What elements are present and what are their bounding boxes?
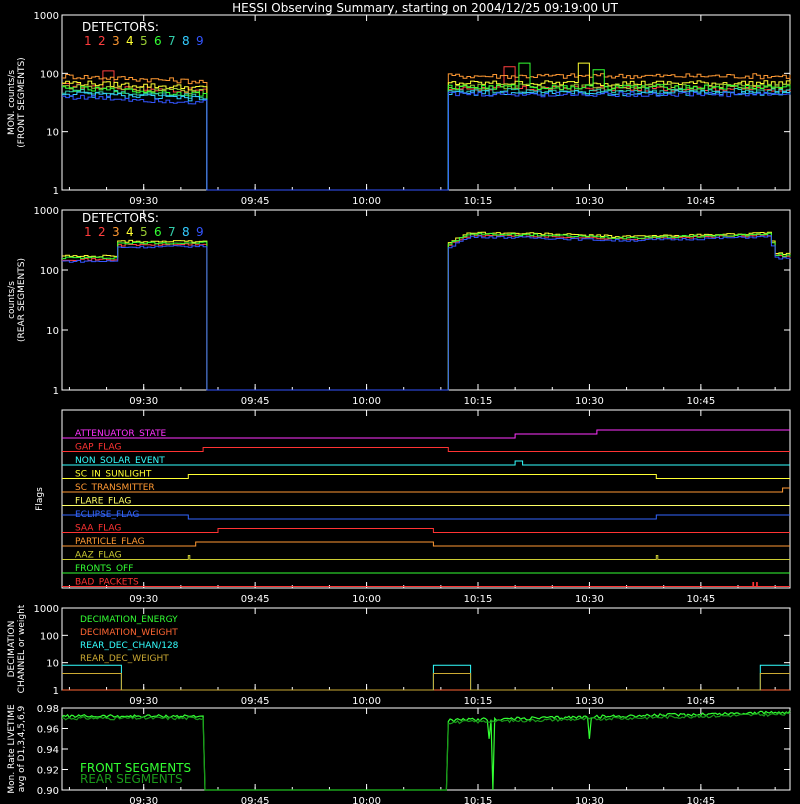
y-tick-label: 10	[46, 326, 59, 337]
flag-line	[62, 430, 790, 438]
y-tick-label: 1	[52, 686, 59, 697]
front-series-line	[62, 91, 790, 190]
y-tick-label: 0.92	[36, 765, 59, 777]
flag-label: AAZ_FLAG	[75, 550, 122, 561]
legend-number: 8	[182, 34, 190, 48]
decimation-line	[62, 674, 790, 691]
flag-line	[62, 461, 790, 465]
y-axis-label: (FRONT SEGMENTS)	[17, 57, 27, 148]
panel-decimation	[7, 604, 790, 707]
y-tick-label: 10	[46, 127, 59, 139]
x-tick-label: 09:45	[240, 796, 270, 804]
y-tick-label: 0.98	[36, 704, 59, 715]
y-tick-label: 1000	[33, 604, 59, 615]
y-tick-label: 100	[39, 266, 59, 277]
x-tick-label: 10:00	[352, 396, 381, 407]
legend-number: 4	[126, 34, 134, 48]
legend-number: 9	[196, 225, 204, 239]
x-tick-label: 09:45	[240, 196, 270, 207]
legend-title: DETECTORS:	[82, 20, 159, 34]
x-tick-label: 10:15	[463, 396, 493, 407]
legend-number: 1	[84, 225, 92, 239]
x-tick-label: 10:45	[686, 396, 716, 407]
x-tick-label: 10:45	[686, 196, 716, 207]
front-series-line	[62, 84, 790, 190]
x-tick-label: 10:00	[352, 796, 381, 804]
flag-label: FRONTS_OFF	[75, 564, 134, 574]
y-tick-label: 1	[52, 386, 59, 397]
legend-title: DETECTORS:	[82, 211, 159, 225]
flag-line	[62, 542, 790, 546]
y-axis-label: DECIMATION	[7, 620, 17, 678]
y-tick-label: 100	[39, 631, 59, 643]
decimation-line	[62, 665, 790, 690]
chart-title: HESSI Observing Summary, starting on 2004/12/25 09:19:00 UT	[232, 1, 618, 15]
rear-series-line	[62, 234, 790, 390]
y-axis-label: MON. counts/s	[7, 69, 17, 136]
x-tick-label: 09:45	[240, 696, 270, 707]
legend-number: 4	[126, 225, 134, 239]
x-tick-label: 09:30	[129, 594, 159, 605]
legend-number: 2	[98, 34, 106, 48]
x-tick-label: 09:45	[240, 396, 270, 407]
legend-number: 7	[168, 34, 176, 48]
flag-line	[62, 529, 790, 533]
y-tick-label: 1000	[33, 11, 59, 22]
x-tick-label: 10:30	[575, 696, 604, 707]
x-tick-label: 10:00	[352, 594, 381, 605]
y-tick-label: 0.90	[36, 786, 59, 797]
flag-label: SC_TRANSMITTER	[75, 483, 155, 493]
front-series-line	[62, 63, 790, 190]
legend-number: 6	[154, 225, 162, 239]
x-tick-label: 10:30	[575, 796, 604, 804]
flag-line	[62, 488, 790, 492]
y-tick-label: 10	[46, 658, 59, 670]
x-tick-label: 10:15	[463, 696, 493, 707]
flag-label: ATTENUATOR_STATE	[75, 429, 167, 439]
legend-number: 1	[84, 34, 92, 48]
x-tick-label: 10:15	[463, 594, 493, 605]
flag-line	[62, 448, 790, 452]
x-tick-label: 09:30	[129, 196, 159, 207]
x-tick-label: 10:45	[686, 696, 716, 707]
flag-line	[62, 556, 790, 560]
legend-number: 3	[112, 225, 120, 239]
y-tick-label: 1000	[33, 206, 59, 217]
y-axis-label: Flags	[35, 487, 45, 511]
x-tick-label: 10:30	[575, 594, 604, 605]
y-tick-label: 100	[39, 69, 59, 81]
y-axis-label: CHANNEL or weight	[17, 604, 27, 694]
flag-line	[62, 475, 790, 479]
y-axis-label: (REAR SEGMENTS)	[17, 257, 27, 343]
flag-label: FLARE_FLAG	[75, 496, 132, 507]
front-series-line	[62, 92, 790, 190]
y-tick-label: 1	[52, 186, 59, 197]
x-tick-label: 10:15	[463, 796, 493, 804]
rear-series-line	[62, 233, 790, 390]
livetime-legend-entry: FRONT SEGMENTS	[80, 761, 192, 775]
panel-livetime	[7, 704, 790, 804]
flag-line	[62, 515, 790, 519]
legend-number: 5	[140, 225, 148, 239]
x-tick-label: 10:30	[575, 396, 604, 407]
x-tick-label: 09:45	[240, 594, 270, 605]
x-tick-label: 10:00	[352, 696, 381, 707]
decimation-legend-entry: REAR_DEC_CHAN/128	[80, 641, 179, 651]
flag-label: NON_SOLAR_EVENT	[75, 456, 165, 466]
legend-number: 6	[154, 34, 162, 48]
rear-series-line	[62, 236, 790, 390]
legend-number: 3	[112, 34, 120, 48]
legend-number: 2	[98, 225, 106, 239]
y-axis-label: avg of D1,3,4,5,6,9	[17, 705, 27, 793]
decimation-legend-entry: REAR_DEC_WEIGHT	[80, 654, 169, 664]
flag-label: BAD_PACKETS	[75, 577, 139, 588]
flag-label: PARTICLE_FLAG	[75, 537, 145, 547]
x-tick-label: 10:45	[686, 594, 716, 605]
x-tick-label: 09:30	[129, 396, 159, 407]
y-axis-label: counts/s	[7, 281, 17, 319]
x-tick-label: 10:00	[352, 196, 381, 207]
legend-number: 9	[196, 34, 204, 48]
front-series-line	[62, 89, 790, 191]
flag-label: SAA_FLAG	[75, 523, 122, 534]
y-axis-label: Mon. Rate LIVETIME	[7, 704, 17, 794]
panel-flags	[35, 410, 790, 605]
legend-number: 8	[182, 225, 190, 239]
front-series-line	[62, 67, 790, 190]
flag-line	[62, 583, 790, 587]
decimation-legend-entry: DECIMATION_WEIGHT	[80, 628, 178, 638]
panel-frame	[62, 410, 790, 588]
panel-rear	[7, 206, 790, 407]
x-tick-label: 09:30	[129, 796, 159, 804]
livetime-legend-entry: REAR SEGMENTS	[80, 772, 183, 786]
y-tick-label: 0.94	[36, 745, 59, 756]
x-tick-label: 09:30	[129, 696, 159, 707]
front-series-line	[62, 63, 790, 190]
flag-label: GAP_FLAG	[75, 442, 122, 453]
decimation-legend-entry: DECIMATION_ENERGY	[80, 615, 178, 625]
legend-number: 7	[168, 225, 176, 239]
x-tick-label: 10:45	[686, 796, 716, 804]
panel-front	[7, 11, 790, 207]
y-tick-label: 0.96	[36, 724, 59, 736]
rear-series-line	[62, 232, 790, 390]
x-tick-label: 10:15	[463, 196, 493, 207]
flag-label: ECLIPSE_FLAG	[75, 510, 140, 520]
x-tick-label: 10:30	[575, 196, 604, 207]
legend-number: 5	[140, 34, 148, 48]
flag-label: SC_IN_SUNLIGHT	[75, 469, 152, 480]
